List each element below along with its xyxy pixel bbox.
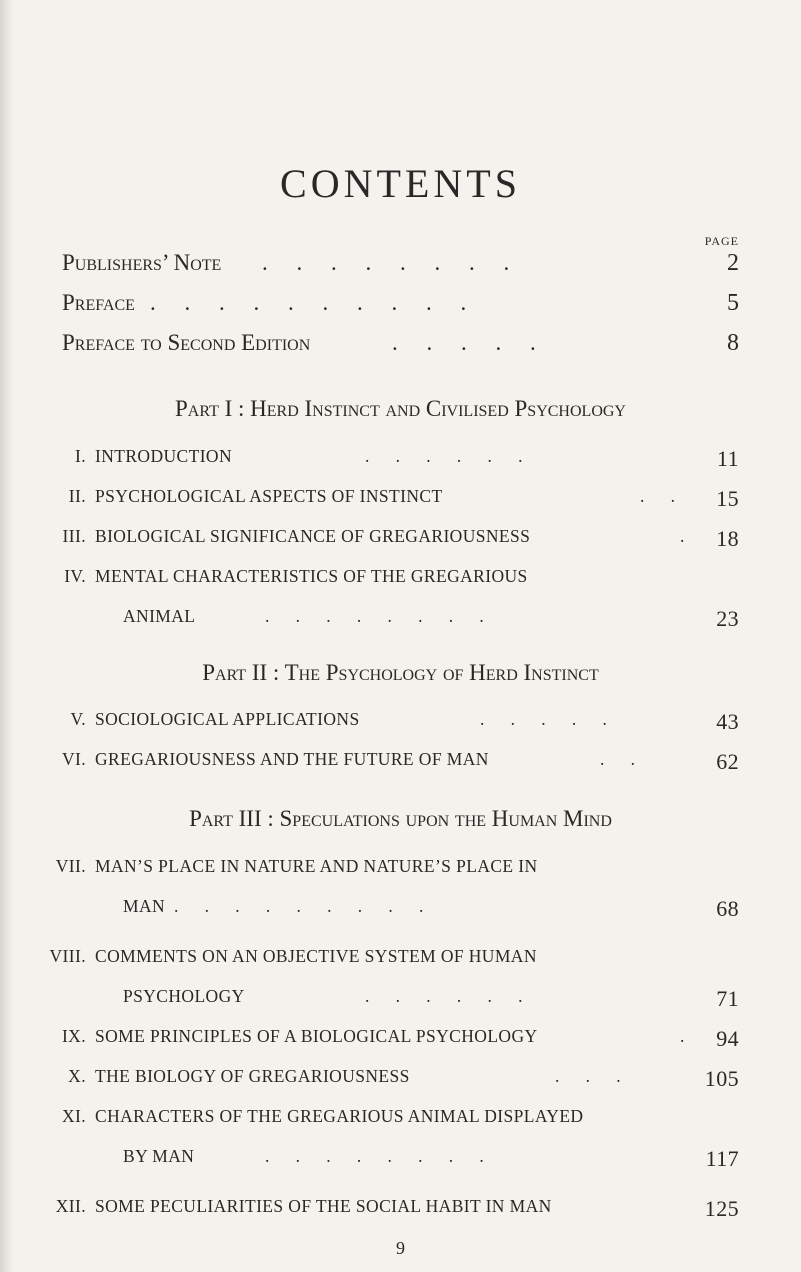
chapter-title-continued: MAN [123, 896, 166, 916]
toc-entry-page: 8 [727, 330, 739, 356]
contents-heading: CONTENTS [280, 161, 521, 206]
leader-dots: . . . . . [392, 330, 536, 355]
chapter-title: CHARACTERS OF THE GREGARIOUS ANIMAL DISPLAYED [95, 1106, 584, 1126]
chapter-title: SOME PECULIARITIES OF THE SOCIAL HABIT IN MAN [95, 1196, 552, 1216]
chapter-page: 71 [716, 986, 739, 1011]
leader-dots: . . . . . . . . [265, 606, 484, 626]
chapter-page: 43 [716, 709, 739, 734]
toc-entry-title: Preface to Second Edition [62, 330, 311, 355]
chapter-title: BIOLOGICAL SIGNIFICANCE OF GREGARIOUSNESS [95, 526, 531, 546]
leader-dots: . . . . . . [365, 446, 523, 466]
leader-dots: . . . [555, 1066, 621, 1086]
chapter-title-continued: ANIMAL [123, 606, 196, 626]
leader-dots: . [680, 1026, 685, 1046]
chapter-page: 94 [716, 1026, 739, 1051]
chapter-page: 105 [704, 1066, 739, 1091]
leader-dots: . . . . . . . . . . [150, 290, 467, 315]
chapter-number: XI. [61, 1106, 86, 1126]
toc-entry [62, 290, 801, 316]
chapter-number: IX. [61, 1026, 86, 1046]
chapter-page: 15 [716, 486, 739, 511]
chapter-title-continued: PSYCHOLOGY [123, 986, 245, 1006]
leader-dots: . . [640, 486, 675, 506]
chapter-title: PSYCHOLOGICAL ASPECTS OF INSTINCT [95, 486, 443, 506]
toc-entry-page: 2 [727, 250, 739, 276]
chapter-title: GREGARIOUSNESS AND THE FUTURE OF MAN [95, 749, 489, 769]
leader-dots: . . [600, 749, 635, 769]
leader-dots: . . . . . . . . [265, 1146, 484, 1166]
part-heading: Part III : Speculations upon the Human Mind [189, 806, 612, 831]
chapter-title: MAN’S PLACE IN NATURE AND NATURE’S PLACE IN [95, 856, 538, 876]
chapter-title: THE BIOLOGY OF GREGARIOUSNESS [95, 1066, 410, 1086]
toc-entry [62, 330, 801, 356]
chapter-page: 117 [705, 1146, 739, 1171]
chapter-title: MENTAL CHARACTERISTICS OF THE GREGARIOUS [95, 566, 528, 586]
toc-entry-title: Publishers’ Note [62, 250, 222, 275]
chapter-title: INTRODUCTION [95, 446, 233, 466]
chapter-title-continued: BY MAN [123, 1146, 195, 1166]
chapter-number: VIII. [49, 946, 86, 966]
leader-dots: . . . . . . [365, 986, 523, 1006]
chapter-title: COMMENTS ON AN OBJECTIVE SYSTEM OF HUMAN [95, 946, 537, 966]
chapter-number: X. [68, 1066, 86, 1086]
toc-entry-title: Preface [62, 290, 135, 315]
page-column-label: PAGE [704, 234, 739, 248]
chapter-number: XII. [55, 1196, 86, 1216]
page-number: 9 [396, 1238, 405, 1258]
chapter-page: 23 [716, 606, 739, 631]
part-heading: Part I : Herd Instinct and Civilised Psychology [175, 396, 626, 421]
chapter-page: 18 [716, 526, 739, 551]
leader-dots: . [680, 526, 685, 546]
chapter-page: 11 [717, 446, 739, 471]
chapter-title: SOME PRINCIPLES OF A BIOLOGICAL PSYCHOLOGY [95, 1026, 538, 1046]
chapter-number: V. [70, 709, 86, 729]
chapter-number: II. [68, 486, 86, 506]
chapter-page: 62 [716, 749, 739, 774]
part-heading: Part II : The Psychology of Herd Instinct [202, 660, 599, 685]
toc-entry [62, 250, 801, 276]
chapter-number: VI. [61, 749, 86, 769]
chapter-page: 68 [716, 896, 739, 921]
chapter-number: IV. [64, 566, 86, 586]
chapter-number: I. [74, 446, 86, 466]
leader-dots: . . . . . . . . [262, 250, 510, 275]
leader-dots: . . . . . [480, 709, 607, 729]
leader-dots: . . . . . . . . . [174, 896, 424, 916]
chapter-number: VII. [55, 856, 86, 876]
chapter-number: III. [62, 526, 86, 546]
toc-entry-page: 5 [727, 290, 739, 316]
chapter-page: 125 [704, 1196, 739, 1221]
chapter-title: SOCIOLOGICAL APPLICATIONS [95, 709, 360, 729]
